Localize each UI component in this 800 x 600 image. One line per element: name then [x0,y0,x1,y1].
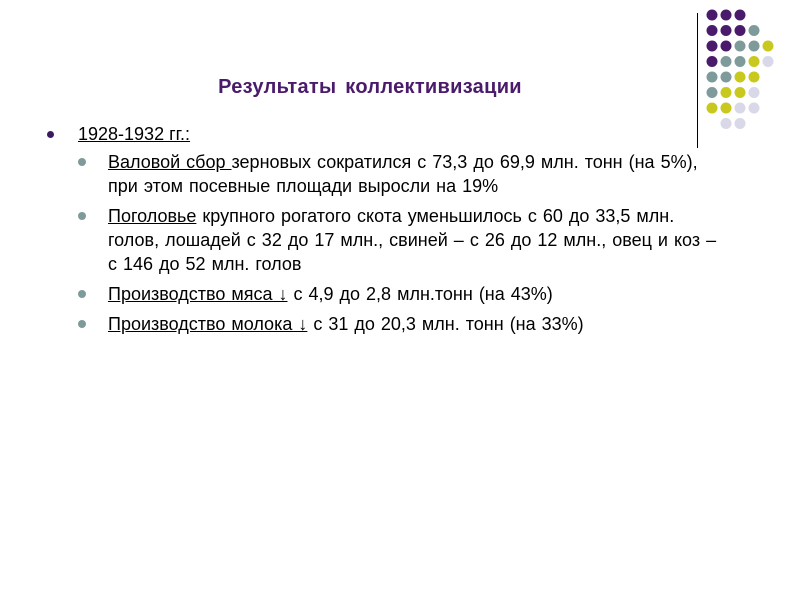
decorative-dot-grid [706,8,796,133]
bullet-period [50,122,770,146]
slide-content [50,122,770,342]
item-heading: Поголовье [108,206,197,226]
decorative-dot [707,41,718,52]
decorative-dot [735,56,746,67]
decorative-dot [721,103,732,114]
decorative-dot [749,72,760,83]
secondary-bullet-icon [78,320,86,328]
decorative-dot [749,25,760,36]
decorative-dot [721,25,732,36]
item-text: с 4,9 до 2,8 млн.тонн (на 43%) [287,284,553,304]
period-label: 1928-1932 гг.: [78,124,191,144]
decorative-dot [707,10,718,21]
item-text: крупного рогатого скота уменьшилось с 60 до 33,5 млн. голов, лошадей с 32 до 17 млн., свиней – с 26 до 12 млн., овец и коз – с 146 до 52 млн. голов [108,206,717,274]
list-item-milk [108,312,730,336]
item-heading: Производство молока ↓ [108,314,308,334]
list-item-livestock [108,204,730,276]
decorative-dot [735,10,746,21]
decorative-dot [763,41,774,52]
list-item-grain [108,150,730,198]
decorative-dot [707,25,718,36]
decorative-dot [735,25,746,36]
decorative-dot [763,56,774,67]
sub-bullet-list [50,150,770,336]
decorative-dot [749,56,760,67]
item-text: зерновых сократился с 73,3 до 69,9 млн. тонн (на 5%), при этом посевные площади выросли на 19% [108,152,698,196]
decorative-dot [707,56,718,67]
secondary-bullet-icon [78,290,86,298]
primary-bullet-icon [47,131,54,138]
decorative-dot [749,87,760,98]
slide-title: Результаты коллективизации [218,76,522,98]
item-heading: Производство мяса ↓ [108,284,288,304]
decorative-dot [749,103,760,114]
decorative-dot [735,41,746,52]
decorative-dot [721,56,732,67]
decorative-dot [721,10,732,21]
decorative-dot [735,103,746,114]
list-item-meat [108,282,730,306]
secondary-bullet-icon [78,212,86,220]
secondary-bullet-icon [78,158,86,166]
decorative-dot [721,41,732,52]
item-text: с 31 до 20,3 млн. тонн (на 33%) [307,314,584,334]
decorative-dot [749,41,760,52]
decorative-dot [707,103,718,114]
item-heading: Валовой сбор [108,152,232,172]
